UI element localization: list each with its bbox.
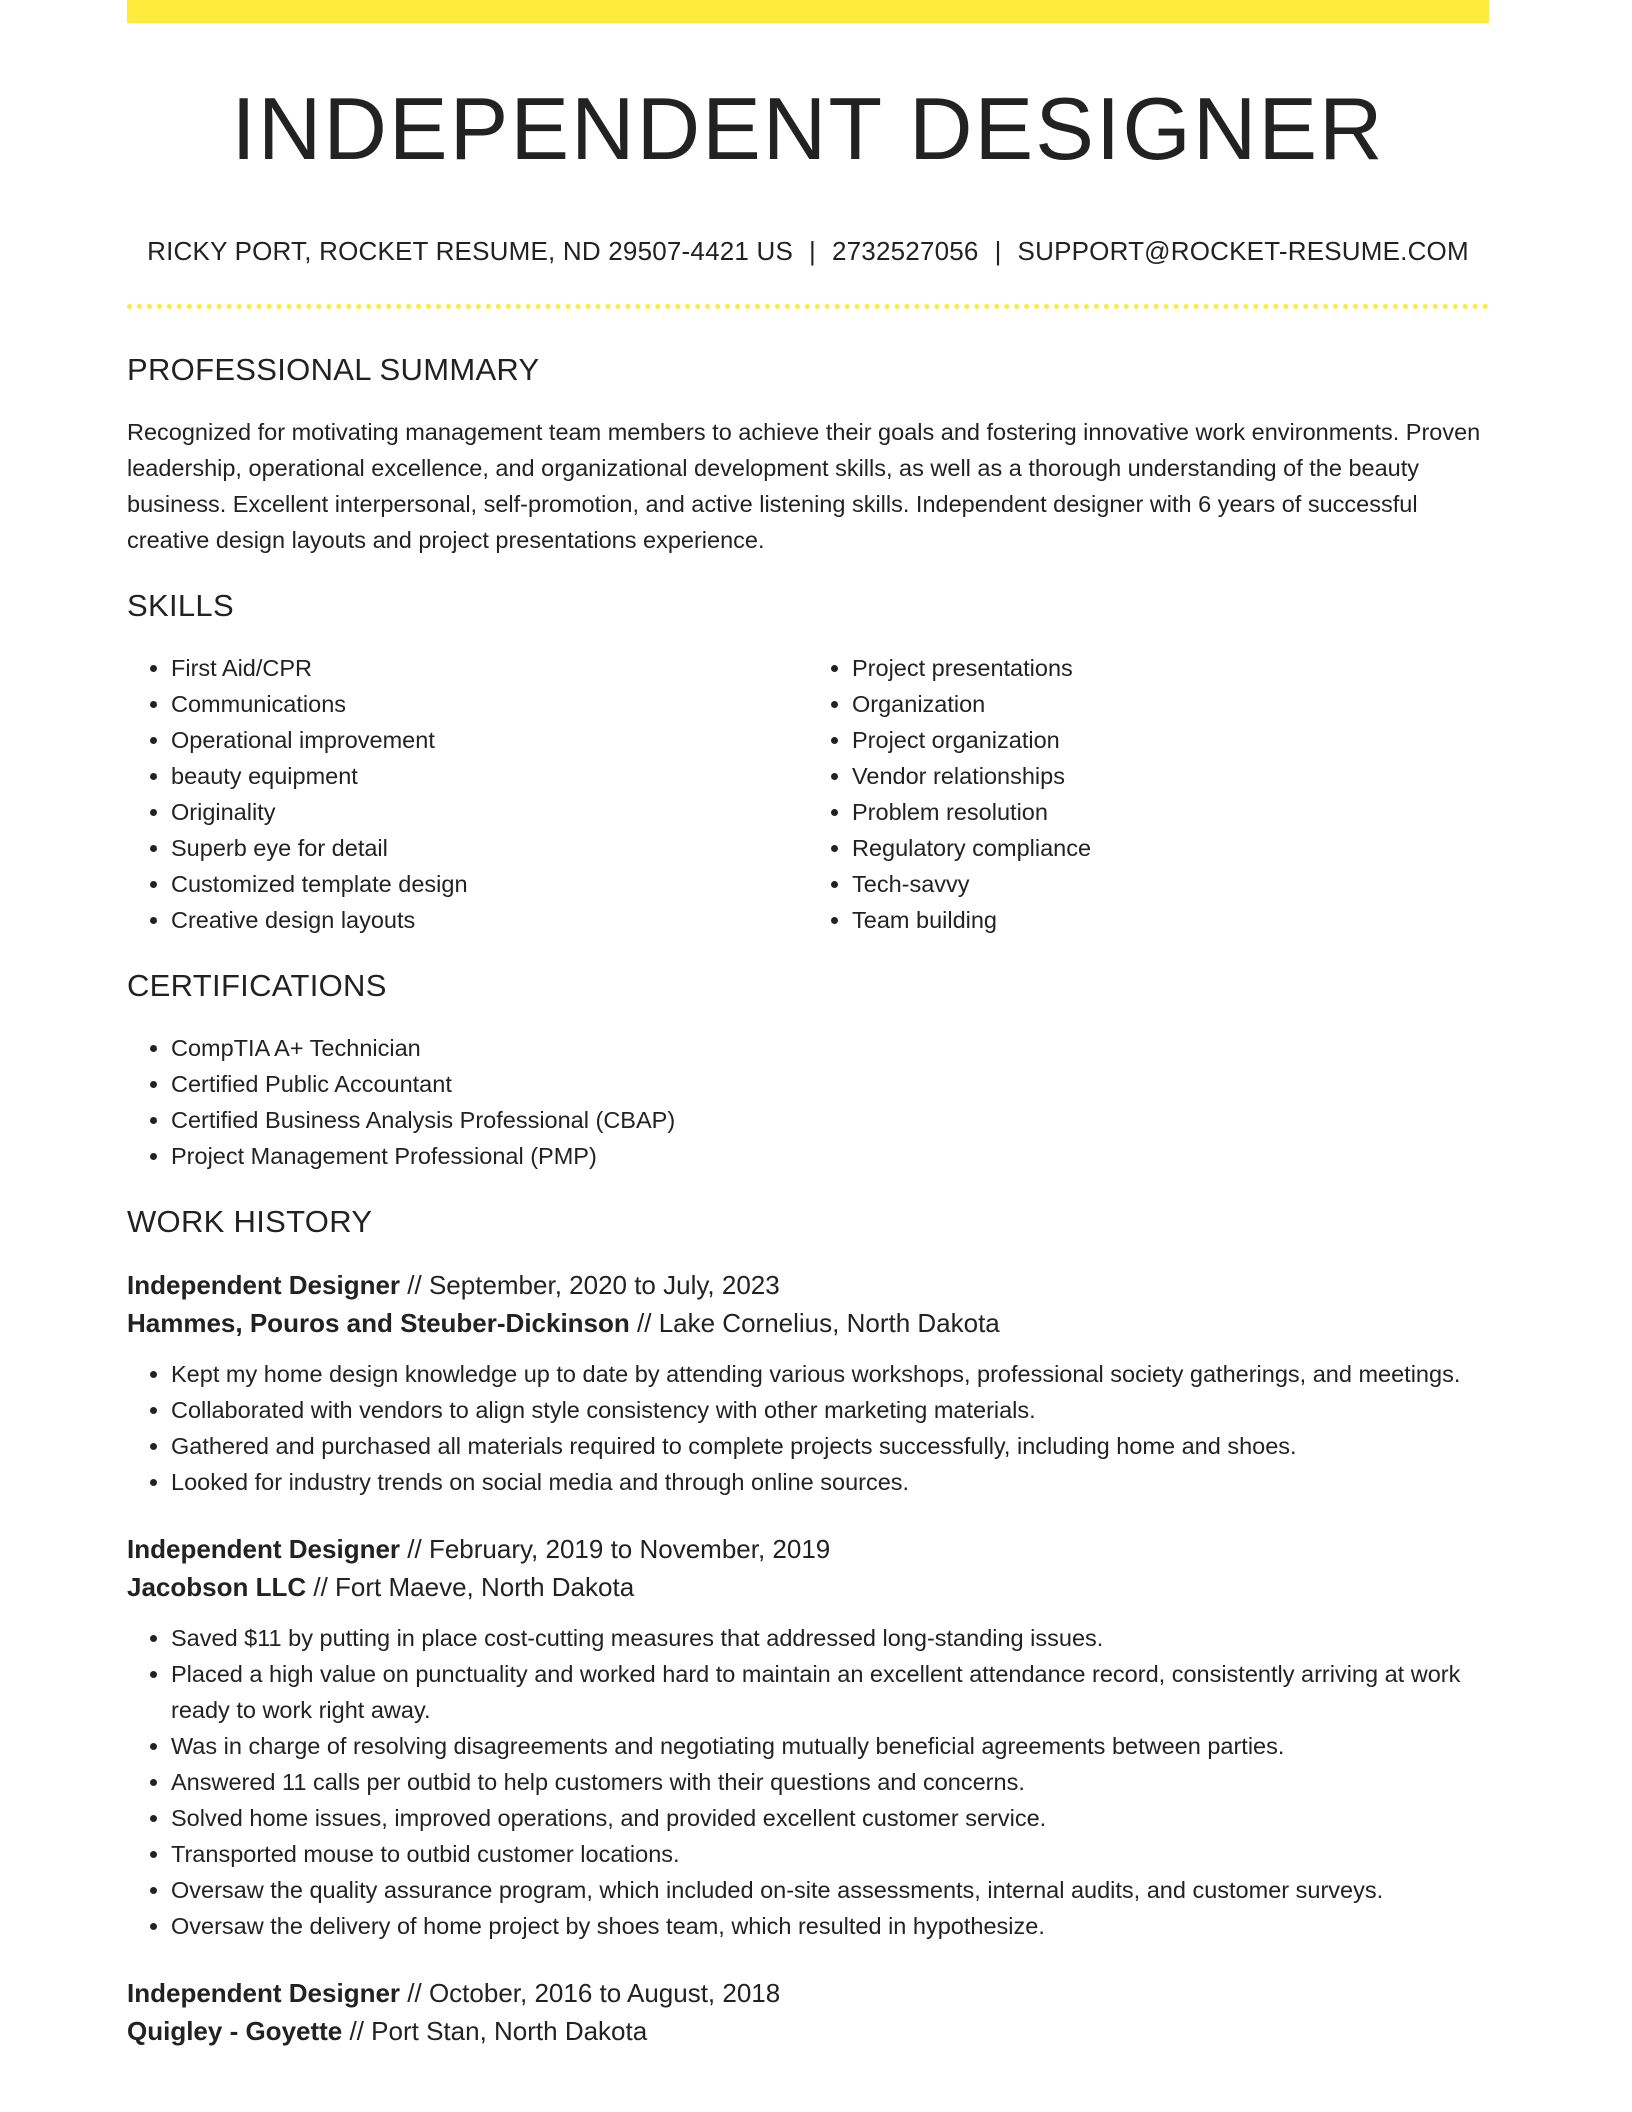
certification-item: • Project Management Professional (PMP) — [171, 1138, 1489, 1174]
skills-list-right — [808, 650, 1489, 938]
skill-item: • Originality — [171, 794, 808, 830]
certifications-section — [127, 968, 1489, 1174]
job-bullet: • Was in charge of resolving disagreements and negotiating mutually beneficial agreements between parties. — [171, 1728, 1489, 1764]
job-title-line — [127, 1266, 1489, 1304]
job-company: Jacobson LLC — [127, 1572, 307, 1602]
skill-item: • Tech-savvy — [852, 866, 1489, 902]
job-title-line — [127, 1974, 1489, 2012]
certification-item: • Certified Public Accountant — [171, 1066, 1489, 1102]
skills-section — [127, 588, 1489, 938]
skill-item: • Creative design layouts — [171, 902, 808, 938]
job-bullet: • Collaborated with vendors to align style consistency with other marketing materials. — [171, 1392, 1489, 1428]
job-company-line — [127, 1568, 1489, 1606]
job-location: // Lake Cornelius, North Dakota — [637, 1308, 1000, 1338]
contact-address: RICKY PORT, ROCKET RESUME, ND 29507-4421 US — [147, 236, 793, 266]
job-title-line — [127, 1530, 1489, 1568]
skill-item: • Team building — [852, 902, 1489, 938]
skill-item: • beauty equipment — [171, 758, 808, 794]
certification-item: • Certified Business Analysis Professional (CBAP) — [171, 1102, 1489, 1138]
skill-item: • First Aid/CPR — [171, 650, 808, 686]
job-entry — [127, 1266, 1489, 1500]
skills-columns — [127, 650, 1489, 938]
accent-bar — [127, 0, 1489, 23]
skill-item: • Vendor relationships — [852, 758, 1489, 794]
skills-heading: SKILLS — [127, 588, 234, 623]
job-bullet: • Oversaw the quality assurance program, which included on-site assessments, internal audits, and customer surveys. — [171, 1872, 1489, 1908]
job-bullets — [127, 1620, 1489, 1944]
job-company-line — [127, 1304, 1489, 1342]
skill-item: • Customized template design — [171, 866, 808, 902]
skill-item: • Project presentations — [852, 650, 1489, 686]
skill-item: • Operational improvement — [171, 722, 808, 758]
contact-separator: | — [994, 236, 1002, 266]
job-dates: // October, 2016 to August, 2018 — [407, 1978, 781, 2008]
dotted-divider — [127, 304, 1489, 309]
job-bullet: • Oversaw the delivery of home project by shoes team, which resulted in hypothesize. — [171, 1908, 1489, 1944]
job-bullet: • Gathered and purchased all materials required to complete projects successfully, including home and shoes. — [171, 1428, 1489, 1464]
job-bullet: • Saved $11 by putting in place cost-cutting measures that addressed long-standing issues. — [171, 1620, 1489, 1656]
job-dates: // February, 2019 to November, 2019 — [407, 1534, 831, 1564]
skill-item: • Project organization — [852, 722, 1489, 758]
skill-item: • Regulatory compliance — [852, 830, 1489, 866]
job-company: Quigley - Goyette — [127, 2016, 343, 2046]
job-title: Independent Designer — [127, 1534, 401, 1564]
job-location: // Fort Maeve, North Dakota — [313, 1572, 635, 1602]
certification-item: • CompTIA A+ Technician — [171, 1030, 1489, 1066]
job-company: Hammes, Pouros and Steuber-Dickinson — [127, 1308, 630, 1338]
job-dates: // September, 2020 to July, 2023 — [407, 1270, 780, 1300]
resume-title: INDEPENDENT DESIGNER — [231, 79, 1385, 178]
job-bullet: • Placed a high value on punctuality and worked hard to maintain an excellent attendance record, consistently arriving at work ready to work right away. — [171, 1656, 1489, 1728]
job-location: // Port Stan, North Dakota — [349, 2016, 648, 2046]
job-bullets — [127, 1356, 1489, 1500]
contact-separator: | — [809, 236, 816, 266]
contact-line — [127, 236, 1489, 267]
skill-item: • Problem resolution — [852, 794, 1489, 830]
certifications-list — [127, 1030, 1489, 1174]
job-bullet: • Transported mouse to outbid customer locations. — [171, 1836, 1489, 1872]
skills-list-left — [127, 650, 808, 938]
job-company-line — [127, 2012, 1489, 2050]
job-entry — [127, 1974, 1489, 2050]
job-entry — [127, 1530, 1489, 1944]
contact-email: SUPPORT@ROCKET-RESUME.COM — [1017, 236, 1469, 266]
job-bullet: • Kept my home design knowledge up to date by attending various workshops, professional society gatherings, and meetings. — [171, 1356, 1489, 1392]
skill-item: • Superb eye for detail — [171, 830, 808, 866]
summary-heading: PROFESSIONAL SUMMARY — [127, 352, 540, 387]
skill-item: • Communications — [171, 686, 808, 722]
work-history-heading: WORK HISTORY — [127, 1204, 373, 1239]
summary-section — [127, 352, 1489, 558]
job-bullet: • Solved home issues, improved operations, and provided excellent customer service. — [171, 1800, 1489, 1836]
resume-content — [127, 352, 1489, 2050]
summary-text: Recognized for motivating management team members to achieve their goals and fostering innovative work environments. Proven leadership, operational excellence, and organizational development skills, as well as a thorough understanding of the beauty business. Excellent interpersonal, self-promotion, and active listening skills. Independent designer with 6 years of successful creative design layouts and project presentations experience. — [127, 419, 1481, 553]
job-title: Independent Designer — [127, 1270, 401, 1300]
job-title: Independent Designer — [127, 1978, 401, 2008]
work-history-section — [127, 1204, 1489, 2050]
job-bullet: • Answered 11 calls per outbid to help customers with their questions and concerns. — [171, 1764, 1489, 1800]
contact-phone: 2732527056 — [831, 236, 979, 266]
certifications-heading: CERTIFICATIONS — [127, 968, 387, 1003]
skill-item: • Organization — [852, 686, 1489, 722]
job-bullet: • Looked for industry trends on social media and through online sources. — [171, 1464, 1489, 1500]
